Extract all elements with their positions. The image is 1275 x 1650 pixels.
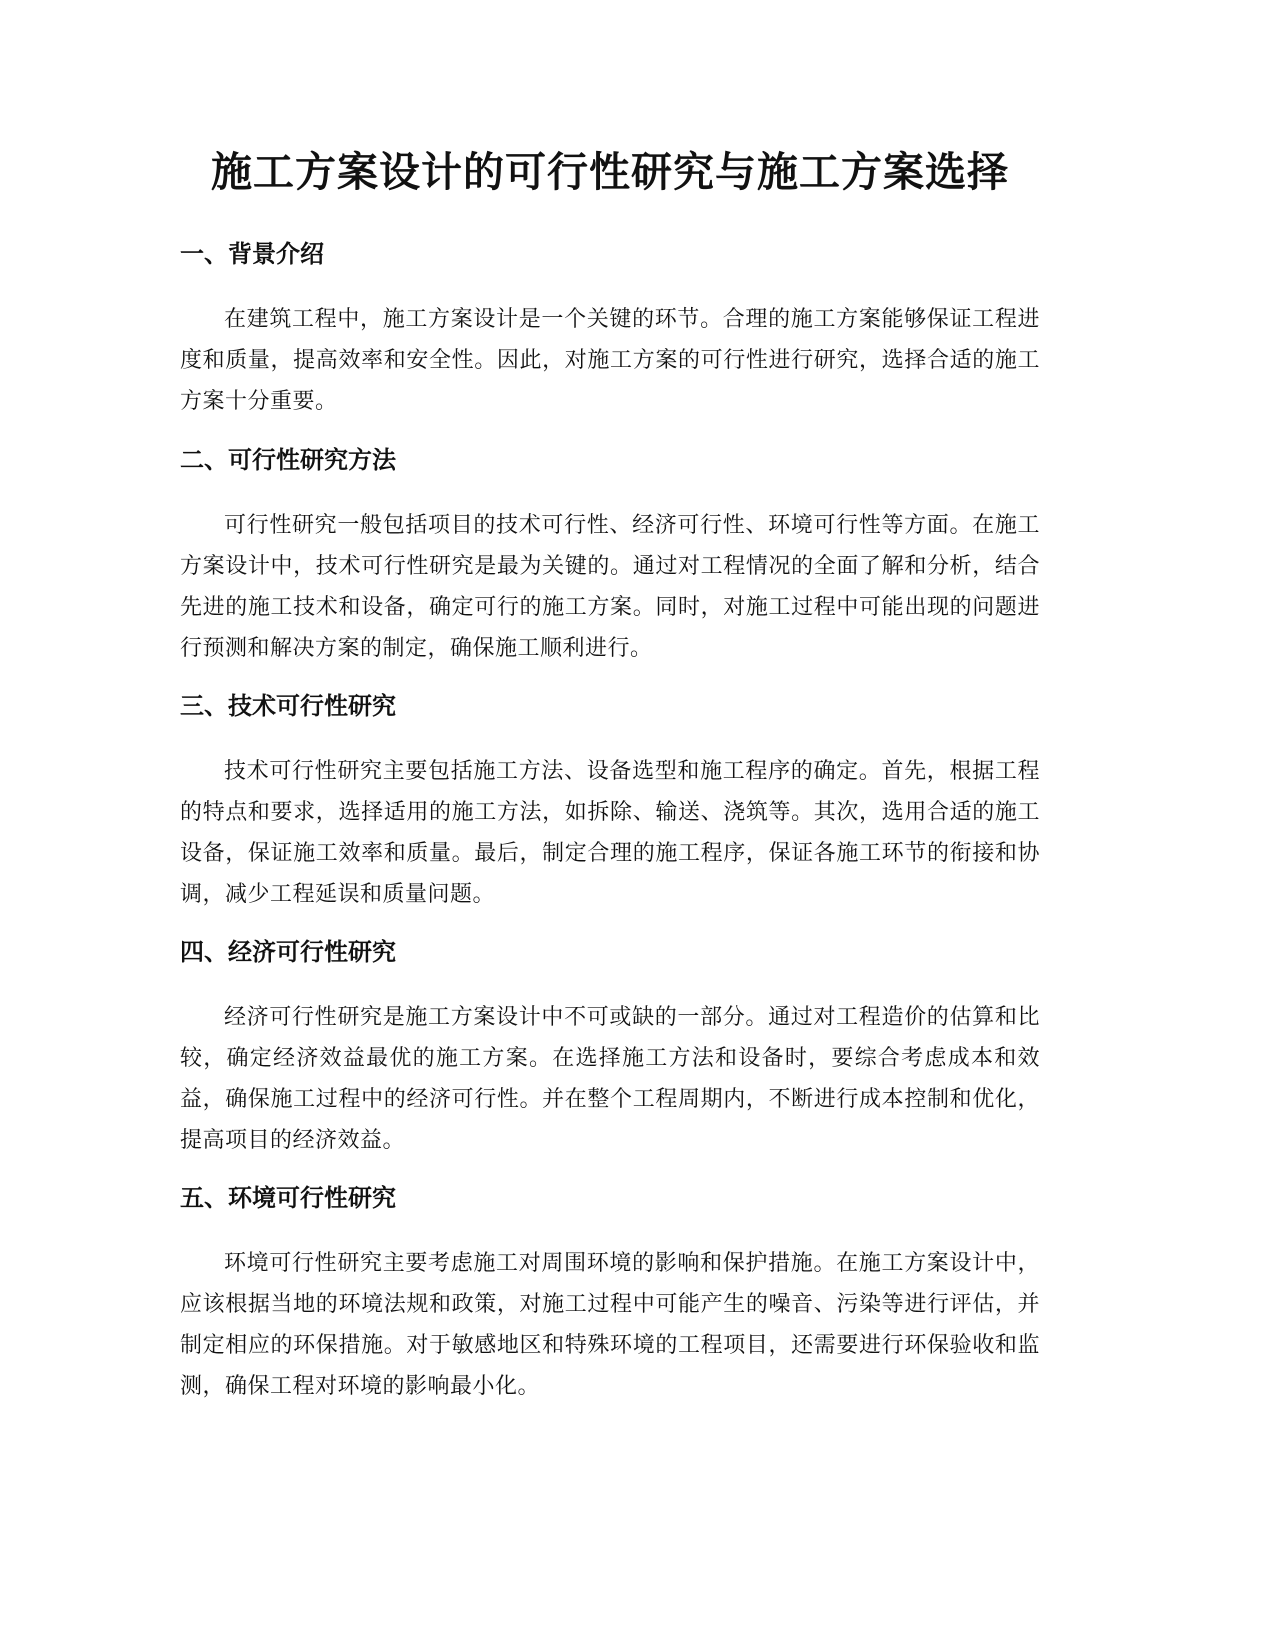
section-paragraph: 技术可行性研究主要包括施工方法、设备选型和施工程序的确定。首先，根据工程的特点和要求，选择适用的施工方法，如拆除、输送、浇筑等。其次，选用合适的施工设备，保证施工效率和质量。最后，制定合理的施工程序，保证各施工环节的衔接和协调，减少工程延误和质量问题。 bbox=[180, 759, 1040, 907]
section-heading: 一、背景介绍 bbox=[180, 240, 324, 268]
section-background bbox=[180, 237, 1040, 422]
section-heading: 五、环境可行性研究 bbox=[180, 1184, 396, 1212]
section-paragraph: 在建筑工程中，施工方案设计是一个关键的环节。合理的施工方案能够保证工程进度和质量，提高效率和安全性。因此，对施工方案的可行性进行研究，选择合适的施工方案十分重要。 bbox=[180, 307, 1040, 414]
section-paragraph: 经济可行性研究是施工方案设计中不可或缺的一部分。通过对工程造价的估算和比较，确定经济效益最优的施工方案。在选择施工方法和设备时，要综合考虑成本和效益，确保施工过程中的经济可行性。并在整个工程周期内，不断进行成本控制和优化，提高项目的经济效益。 bbox=[180, 1005, 1040, 1153]
section-environmental-feasibility bbox=[180, 1181, 1040, 1407]
section-technical-feasibility bbox=[180, 689, 1040, 915]
section-paragraph: 环境可行性研究主要考虑施工对周围环境的影响和保护措施。在施工方案设计中，应该根据当地的环境法规和政策，对施工过程中可能产生的噪音、污染等进行评估，并制定相应的环保措施。对于敏感地区和特殊环境的工程项目，还需要进行环保验收和监测，确保工程对环境的影响最小化。 bbox=[180, 1251, 1040, 1399]
section-heading: 二、可行性研究方法 bbox=[180, 446, 396, 474]
section-economic-feasibility bbox=[180, 935, 1040, 1161]
section-feasibility-methods bbox=[180, 443, 1040, 669]
document-title: 施工方案设计的可行性研究与施工方案选择 bbox=[211, 148, 1009, 196]
section-heading: 四、经济可行性研究 bbox=[180, 938, 396, 966]
section-heading: 三、技术可行性研究 bbox=[180, 692, 396, 720]
section-paragraph: 可行性研究一般包括项目的技术可行性、经济可行性、环境可行性等方面。在施工方案设计中，技术可行性研究是最为关键的。通过对工程情况的全面了解和分析，结合先进的施工技术和设备，确定可行的施工方案。同时，对施工过程中可能出现的问题进行预测和解决方案的制定，确保施工顺利进行。 bbox=[180, 513, 1040, 661]
